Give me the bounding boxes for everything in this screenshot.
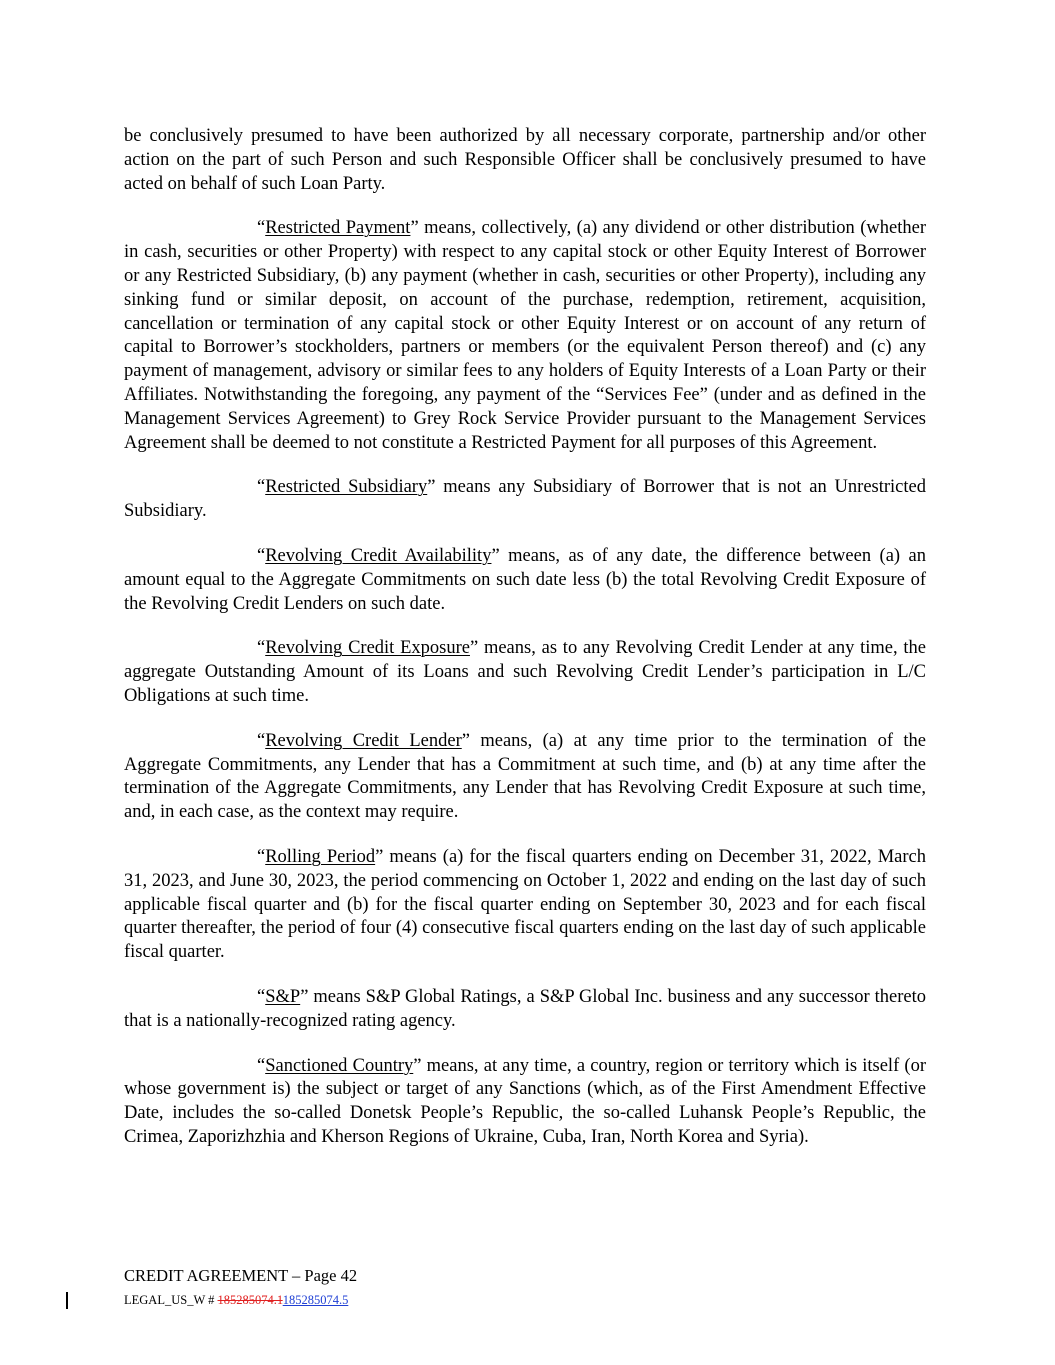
open-quote: “ <box>257 545 266 566</box>
page-footer <box>124 1266 724 1308</box>
document-body <box>124 125 926 1171</box>
open-quote: “ <box>257 986 266 1007</box>
document-id <box>124 1292 724 1308</box>
defined-term: Sanctioned Country <box>265 1055 414 1076</box>
definition-text: ” means, (a) at any time prior to the termination of the Aggregate Commitments, any Lender that has a Commitment at such time, and (b) at any time after the termination of the Aggregate Commitments, any Lender that has Revolving Credit Exposure at such time, and, in each case, as the context may require. <box>124 730 926 823</box>
open-quote: “ <box>257 638 266 659</box>
definition-revolving-credit-exposure <box>124 637 926 708</box>
definition-sp <box>124 986 926 1034</box>
definition-sanctioned-country <box>124 1055 926 1150</box>
open-quote: “ <box>257 1055 266 1076</box>
definition-restricted-payment <box>124 217 926 455</box>
definition-rolling-period <box>124 846 926 965</box>
definition-text: ” means, at any time, a country, region or territory which is itself (or whose government is) the subject or target of any Sanctions (which, as of the First Amendment Effective Date, includes the so-called Donetsk People’s Republic, the so-called Luhansk People’s Republic, the Crimea, Zaporizhzhia and Kherson Regions of Ukraine, Cuba, Iran, North Korea and Syria). <box>124 1055 927 1147</box>
document-id-inserted: 185285074.5 <box>282 1293 349 1307</box>
revision-change-bar <box>66 1292 68 1309</box>
defined-term: Rolling Period <box>265 846 376 867</box>
document-id-prefix: LEGAL_US_W # <box>124 1293 218 1307</box>
continuation-text: be conclusively presumed to have been authorized by all necessary corporate, partnership and/or other action on the part of such Person and such Responsible Officer shall be conclusively presumed to have acted on behalf of such Loan Party. <box>124 126 926 194</box>
definition-text: ” means (a) for the fiscal quarters ending on December 31, 2022, March 31, 2023, and June 30, 2023, the period commencing on October 1, 2022 and ending on the last day of such applicable fiscal quarter and (b) for the fiscal quarter ending on September 30, 2023 and for each fiscal quarter thereafter, the period of four (4) consecutive fiscal quarters ending on the last day of such applicable fiscal quarter. <box>124 846 926 963</box>
definition-text: ” means, as to any Revolving Credit Lender at any time, the aggregate Outstanding Amount of its Loans and such Revolving Credit Lender’s participation in L/C Obligations at such time. <box>124 638 926 706</box>
definition-revolving-credit-lender <box>124 730 926 825</box>
document-id-deleted: 185285074.1 <box>217 1293 283 1307</box>
continuation-paragraph <box>124 125 926 196</box>
defined-term: Restricted Payment <box>265 218 411 239</box>
defined-term: Revolving Credit Availability <box>265 545 492 566</box>
open-quote: “ <box>257 218 266 239</box>
open-quote: “ <box>257 477 266 498</box>
open-quote: “ <box>257 846 266 867</box>
defined-term: Revolving Credit Exposure <box>265 638 470 659</box>
definition-text: ” means S&P Global Ratings, a S&P Global Inc. business and any successor thereto that is a nationally-recognized rating agency. <box>124 986 926 1031</box>
page-label: CREDIT AGREEMENT – Page 42 <box>124 1266 358 1285</box>
defined-term: Restricted Subsidiary <box>265 477 428 498</box>
defined-term: S&P <box>265 986 301 1007</box>
definition-revolving-credit-availability <box>124 545 926 616</box>
definition-text: ” means, collectively, (a) any dividend or other distribution (whether in cash, securities or other Property) with respect to any capital stock or other Equity Interest of Borrower or any Restricted Subsidiary, (b) any payment (whether in cash, securities or other Property), including any sinking fund or similar deposit, on account of the purchase, redemption, retirement, acquisition, cancellation or termination of any capital stock or other Equity Interest or on account of any return of capital to Borrower’s stockholders, partners or members (or the equivalent Person thereof) and (c) any payment of management, advisory or similar fees to any holders of Equity Interests of a Loan Party or their Affiliates. Notwithstanding the foregoing, any payment of the “Services Fee” (under and as defined in the Management Services Agreement) to Grey Rock Service Provider pursuant to the Management Services Agreement shall be deemed to not constitute a Restricted Payment for all purposes of this Agreement. <box>124 218 926 453</box>
open-quote: “ <box>257 730 266 751</box>
definition-restricted-subsidiary <box>124 476 926 524</box>
defined-term: Revolving Credit Lender <box>265 730 462 751</box>
definition-text: ” means, as of any date, the difference between (a) an amount equal to the Aggregate Commitments on such date less (b) the total Revolving Credit Exposure of the Revolving Credit Lenders on such date. <box>124 545 926 614</box>
definition-text: ” means any Subsidiary of Borrower that is not an Unrestricted Subsidiary. <box>124 477 926 522</box>
